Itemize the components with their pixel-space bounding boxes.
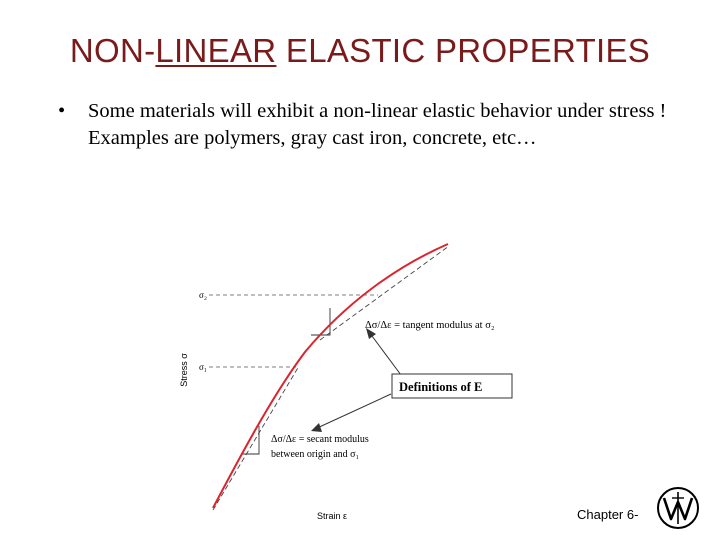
- tangent-triangle: [311, 308, 330, 335]
- secant-label-line1: Δσ/Δε = secant modulus: [271, 434, 369, 445]
- sigma-2-label: σ₂: [199, 290, 207, 300]
- definitions-box-label: Definitions of E: [399, 380, 483, 394]
- y-axis-label: Stress σ: [179, 353, 189, 387]
- slide-title: [0, 32, 720, 70]
- secant-arrowhead: [311, 423, 322, 432]
- bullet-list: [58, 98, 678, 152]
- tangent-label: Δσ/Δε = tangent modulus at σ₂: [365, 320, 495, 331]
- sigma-1-label: σ₁: [199, 362, 207, 372]
- secant-arrow: [315, 394, 391, 429]
- chapter-footer: Chapter 6-: [577, 507, 639, 522]
- bullet-mark: •: [58, 100, 66, 122]
- bullet-text: Some materials will exhibit a non-linear elastic behavior under stress ! Examples are polymers, gray cast iron, concrete, etc…: [88, 100, 667, 149]
- title-prefix: NON-: [69, 32, 156, 69]
- title-suffix: ELASTIC PROPERTIES: [276, 32, 651, 69]
- title-underlined-word: LINEAR: [155, 32, 277, 69]
- x-axis-label: Strain ε: [316, 511, 348, 521]
- secant-label-line2: between origin and σ₁: [271, 449, 360, 460]
- tangent-arrow: [369, 332, 401, 375]
- publisher-logo-icon: [656, 486, 700, 530]
- stress-strain-figure: [175, 232, 535, 524]
